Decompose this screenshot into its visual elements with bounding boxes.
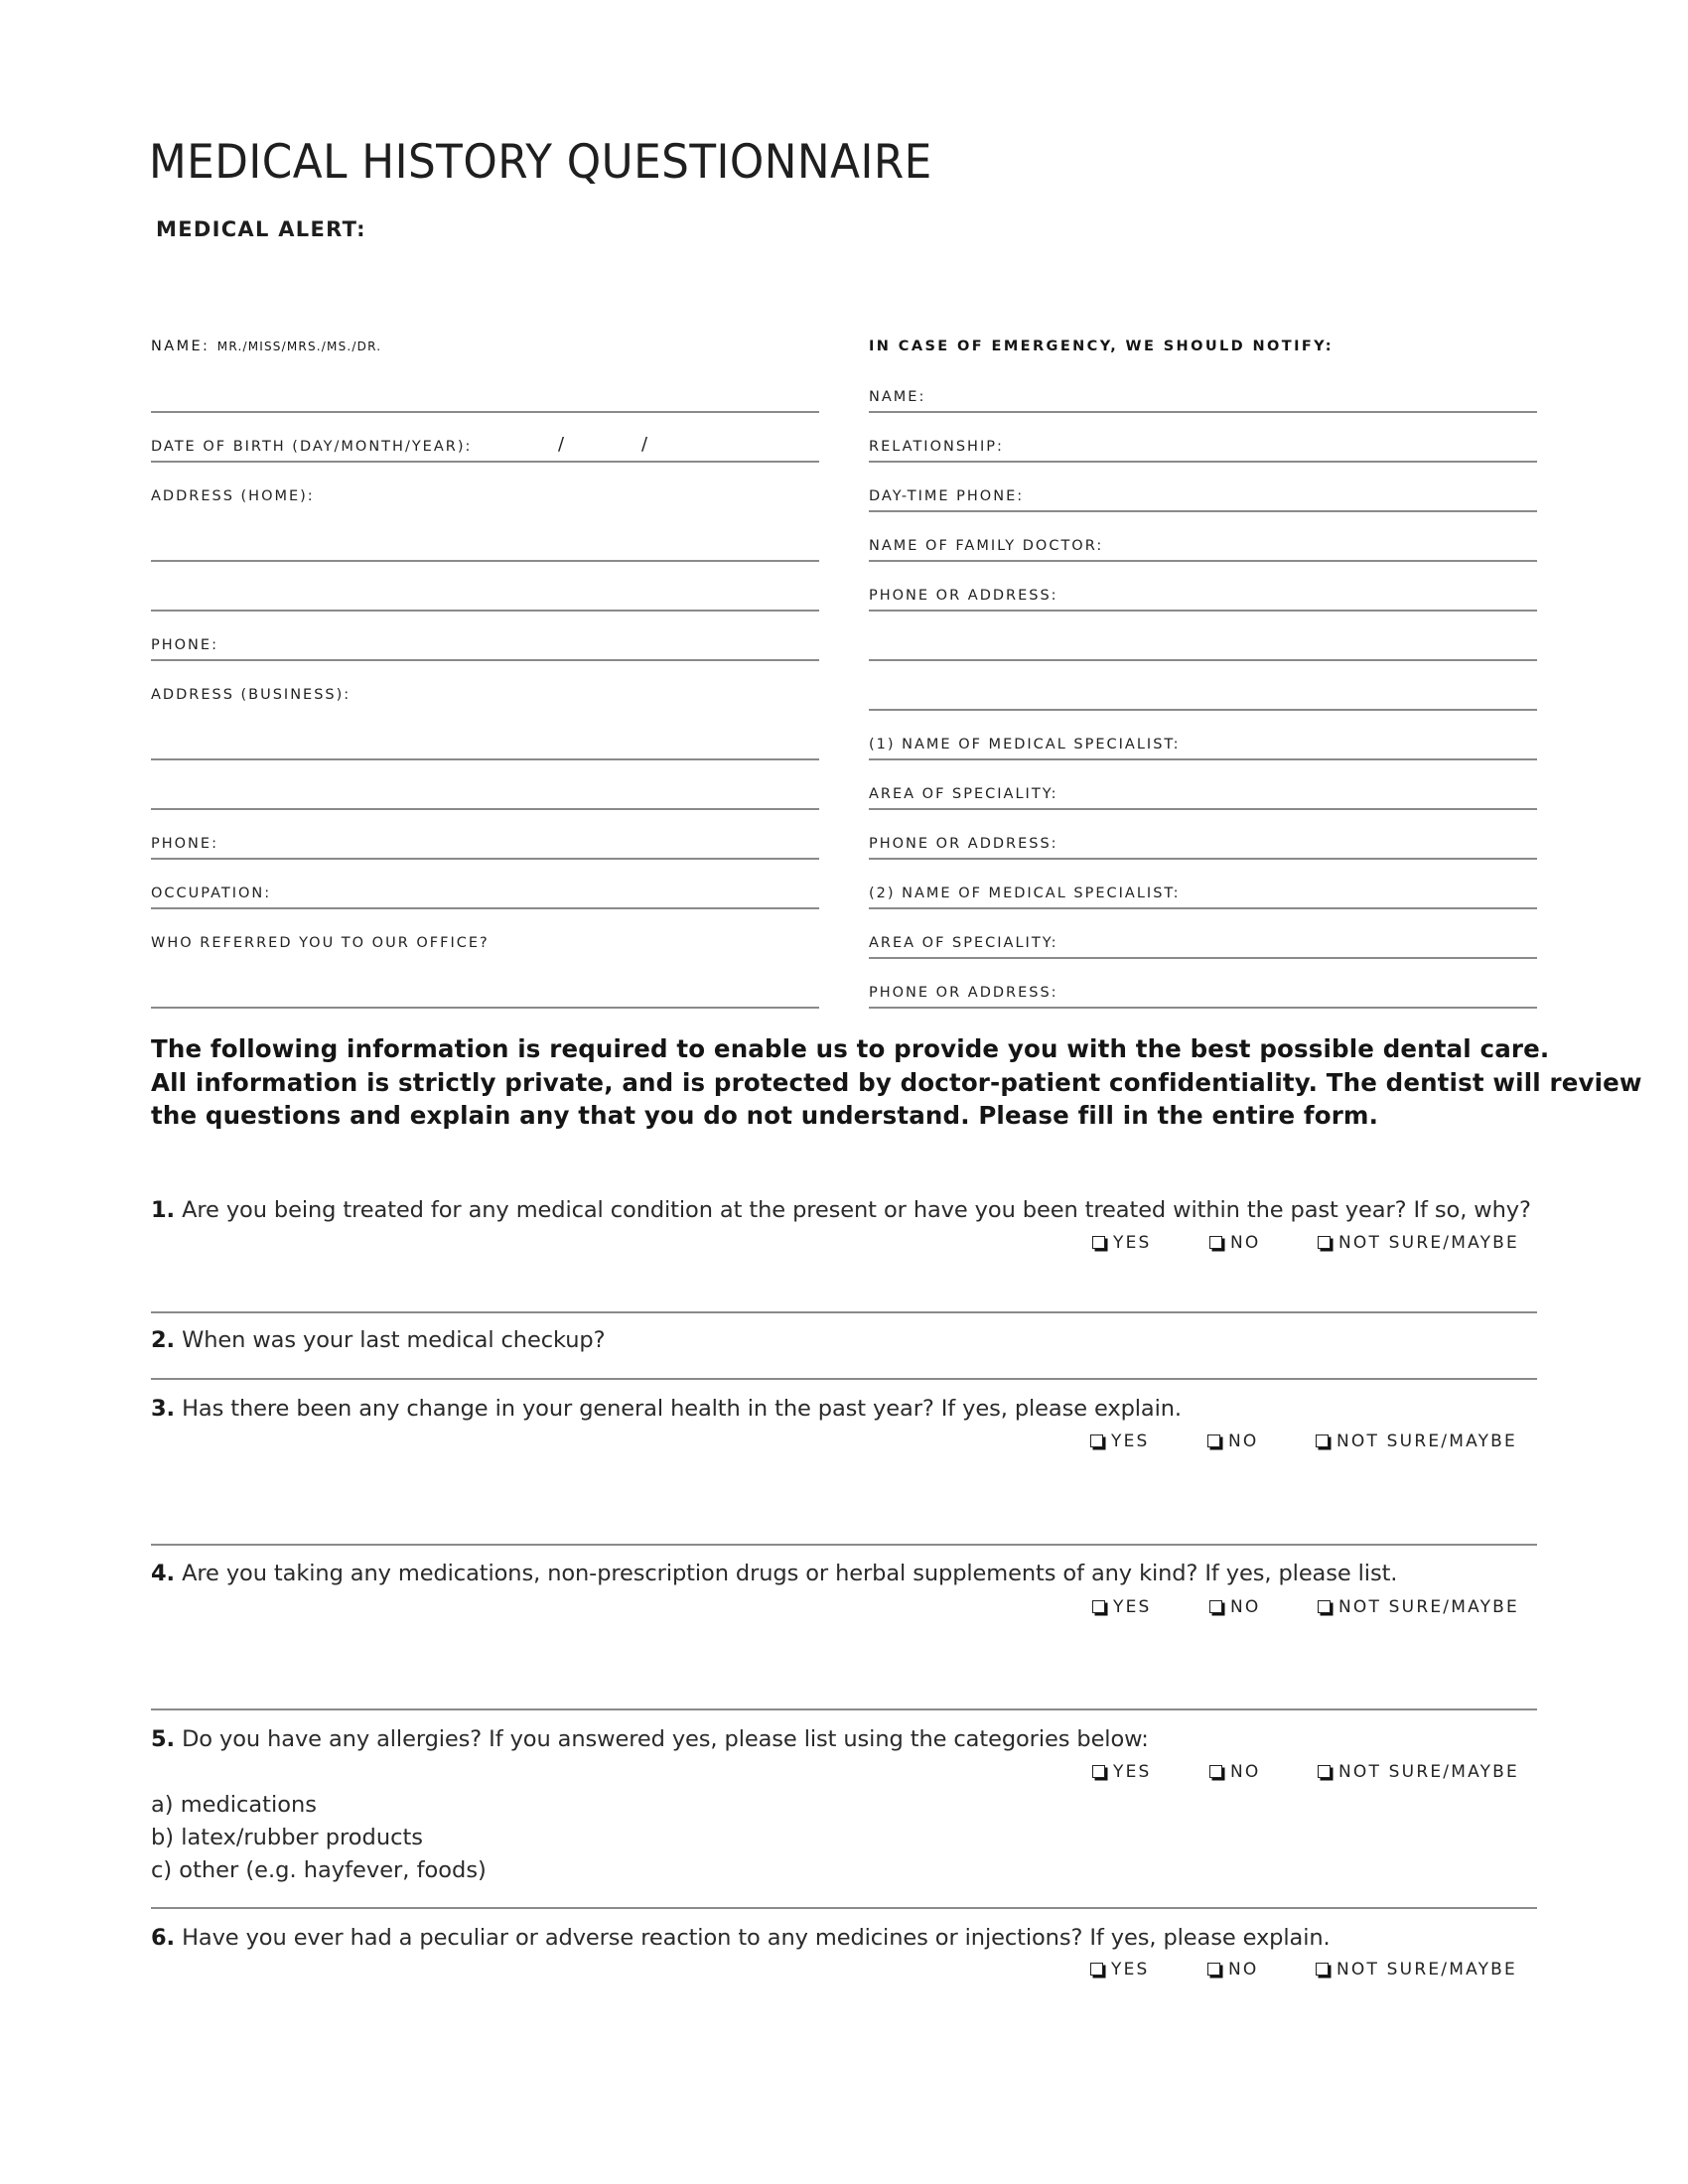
underline [151, 1007, 819, 1009]
emergency-header: IN CASE OF EMERGENCY, WE SHOULD NOTIFY: [869, 339, 1335, 354]
name-label: NAME: [151, 339, 211, 354]
option-not-sure[interactable] [1316, 1960, 1517, 1979]
question-4 [151, 1561, 1397, 1586]
question-text: Are you being treated for any medical condition at the present or have you been treated within the past year? If so, why? [182, 1197, 1531, 1223]
checkbox-icon[interactable] [1207, 1963, 1220, 1976]
phone-business-label: PHONE: [151, 836, 218, 852]
question-3 [151, 1396, 1182, 1422]
option-yes[interactable] [1090, 1960, 1150, 1979]
relationship-field[interactable] [869, 413, 1537, 463]
occupation-field[interactable] [151, 860, 819, 909]
checkbox-icon[interactable] [1316, 1963, 1329, 1976]
allergy-category: b) latex/rubber products [151, 1825, 423, 1850]
address-home-line-1[interactable] [151, 512, 819, 562]
address-business-label: ADDRESS (BUSINESS): [151, 687, 352, 703]
question-text: Are you taking any medications, non-prescription drugs or herbal supplements of any kind? If yes, please list. [182, 1561, 1398, 1586]
question-text: Has there been any change in your general health in the past year? If yes, please explain. [182, 1396, 1182, 1422]
daytime-phone-field[interactable] [869, 463, 1537, 512]
address-business-input[interactable] [151, 727, 819, 758]
field-label: AREA OF SPECIALITY: [869, 786, 1058, 802]
intro-line: The following information is required to enable us to provide you with the best possible dental care. [151, 1034, 1550, 1063]
question-number: 6. [151, 1925, 176, 1951]
referred-label: WHO REFERRED YOU TO OUR OFFICE? [151, 935, 490, 951]
question-number: 4. [151, 1561, 176, 1586]
intro-paragraph [151, 1032, 1642, 1133]
dob-label: DATE OF BIRTH (DAY/MONTH/YEAR): [151, 439, 473, 455]
specialist-1-phone-field[interactable] [869, 810, 1537, 860]
option-label: NO [1230, 1233, 1261, 1253]
field-label: PHONE OR ADDRESS: [869, 985, 1058, 1001]
option-no[interactable] [1209, 1762, 1261, 1782]
dob-field[interactable] [151, 413, 819, 463]
checkbox-icon[interactable] [1207, 1434, 1220, 1447]
option-no[interactable] [1209, 1597, 1261, 1617]
option-not-sure[interactable] [1318, 1762, 1519, 1782]
question-4-options [0, 1597, 1537, 1621]
address-home-label: ADDRESS (HOME): [151, 488, 315, 504]
option-label: YES [1111, 1960, 1150, 1979]
checkbox-icon[interactable] [1092, 1236, 1105, 1249]
checkbox-icon[interactable] [1316, 1434, 1329, 1447]
field-label: (2) NAME OF MEDICAL SPECIALIST: [869, 886, 1181, 901]
address-home-line-2[interactable] [151, 562, 819, 612]
name-field[interactable] [151, 363, 819, 413]
option-yes[interactable] [1090, 1432, 1150, 1451]
emergency-name-field[interactable] [869, 363, 1537, 413]
checkbox-icon[interactable] [1092, 1765, 1105, 1778]
allergy-category: a) medications [151, 1792, 317, 1818]
option-no[interactable] [1209, 1233, 1261, 1253]
family-doctor-field[interactable] [869, 512, 1537, 562]
question-3-options [0, 1432, 1537, 1455]
question-text: Do you have any allergies? If you answered yes, please list using the categories below: [182, 1726, 1149, 1752]
name-titles: MR./MISS/MRS./MS./DR. [216, 340, 382, 353]
option-not-sure[interactable] [1318, 1233, 1519, 1253]
option-yes[interactable] [1092, 1597, 1152, 1617]
allergy-category: c) other (e.g. hayfever, foods) [151, 1857, 487, 1883]
question-number: 2. [151, 1327, 176, 1353]
question-5 [151, 1726, 1149, 1752]
referred-line[interactable] [151, 959, 819, 1009]
option-label: NOT SURE/MAYBE [1336, 1432, 1517, 1451]
question-number: 1. [151, 1197, 176, 1223]
question-6-options [0, 1960, 1537, 1983]
field-label: PHONE OR ADDRESS: [869, 836, 1058, 852]
checkbox-icon[interactable] [1092, 1600, 1105, 1613]
answer-line[interactable] [151, 1378, 1537, 1380]
question-text: When was your last medical checkup? [182, 1327, 606, 1353]
option-no[interactable] [1207, 1960, 1259, 1979]
option-label: YES [1111, 1432, 1150, 1451]
checkbox-icon[interactable] [1209, 1765, 1222, 1778]
option-label: NO [1228, 1960, 1259, 1979]
option-label: NOT SURE/MAYBE [1336, 1960, 1517, 1979]
doctor-phone-address-field[interactable] [869, 562, 1537, 612]
specialist-1-name-field[interactable] [869, 711, 1537, 760]
specialist-2-area-field[interactable] [869, 909, 1537, 959]
question-number: 5. [151, 1726, 176, 1752]
checkbox-icon[interactable] [1209, 1600, 1222, 1613]
medical-alert-label: MEDICAL ALERT: [156, 217, 366, 241]
address-home-field[interactable] [151, 463, 819, 512]
option-not-sure[interactable] [1318, 1597, 1519, 1617]
checkbox-icon[interactable] [1318, 1236, 1331, 1249]
checkbox-icon[interactable] [1318, 1765, 1331, 1778]
address-business-line-1[interactable] [151, 711, 819, 760]
field-label: PHONE OR ADDRESS: [869, 588, 1058, 604]
answer-line[interactable] [151, 1708, 1537, 1710]
intro-line: All information is strictly private, and is protected by doctor-patient confidentiality. The dentist will review [151, 1067, 1642, 1097]
option-label: NOT SURE/MAYBE [1338, 1233, 1519, 1253]
question-1-options [0, 1233, 1537, 1257]
checkbox-icon[interactable] [1318, 1600, 1331, 1613]
answer-line[interactable] [151, 1311, 1537, 1313]
option-label: NO [1230, 1762, 1261, 1782]
field-label: DAY-TIME PHONE: [869, 488, 1025, 504]
question-1 [151, 1197, 1531, 1223]
field-label: NAME: [869, 389, 926, 405]
phone-home-field[interactable] [151, 612, 819, 661]
option-label: NO [1230, 1597, 1261, 1617]
field-label: RELATIONSHIP: [869, 439, 1004, 455]
option-yes[interactable] [1092, 1233, 1152, 1253]
intro-line: the questions and explain any that you do not understand. Please fill in the entire form. [151, 1101, 1379, 1130]
option-label: YES [1113, 1233, 1152, 1253]
address-home-input[interactable] [151, 528, 819, 560]
question-2 [151, 1327, 605, 1353]
option-no[interactable] [1207, 1432, 1259, 1451]
question-6 [151, 1925, 1331, 1951]
address-business-line-2[interactable] [151, 760, 819, 810]
phone-home-label: PHONE: [151, 637, 218, 653]
dob-separator-2: / [641, 434, 648, 455]
name-input[interactable] [151, 379, 819, 411]
page-title: MEDICAL HISTORY QUESTIONNAIRE [149, 135, 932, 190]
option-label: NO [1228, 1432, 1259, 1451]
phone-business-field[interactable] [151, 810, 819, 860]
checkbox-icon[interactable] [1209, 1236, 1222, 1249]
specialist-1-area-field[interactable] [869, 760, 1537, 810]
dob-separator-1: / [558, 434, 565, 455]
checkbox-icon[interactable] [1090, 1434, 1103, 1447]
checkbox-icon[interactable] [1090, 1963, 1103, 1976]
field-label: AREA OF SPECIALITY: [869, 935, 1058, 951]
question-number: 3. [151, 1396, 176, 1422]
field-label: NAME OF FAMILY DOCTOR: [869, 538, 1104, 554]
question-text: Have you ever had a peculiar or adverse reaction to any medicines or injections? If yes, please explain. [182, 1925, 1331, 1951]
field-label: (1) NAME OF MEDICAL SPECIALIST: [869, 737, 1181, 752]
referred-field[interactable] [151, 909, 819, 959]
specialist-2-name-field[interactable] [869, 860, 1537, 909]
address-business-field[interactable] [151, 661, 819, 711]
doctor-address-line-2[interactable] [869, 612, 1537, 661]
option-not-sure[interactable] [1316, 1432, 1517, 1451]
option-label: YES [1113, 1762, 1152, 1782]
question-5-options [0, 1762, 1537, 1786]
specialist-2-phone-field[interactable] [869, 959, 1537, 1009]
answer-line[interactable] [151, 1907, 1537, 1909]
underline [869, 1007, 1537, 1009]
doctor-address-line-3[interactable] [869, 661, 1537, 711]
option-label: NOT SURE/MAYBE [1338, 1762, 1519, 1782]
option-label: YES [1113, 1597, 1152, 1617]
option-yes[interactable] [1092, 1762, 1152, 1782]
referred-input[interactable] [151, 975, 819, 1007]
option-label: NOT SURE/MAYBE [1338, 1597, 1519, 1617]
answer-line[interactable] [151, 1544, 1537, 1546]
name-label-group [151, 339, 381, 354]
occupation-label: OCCUPATION: [151, 886, 272, 901]
